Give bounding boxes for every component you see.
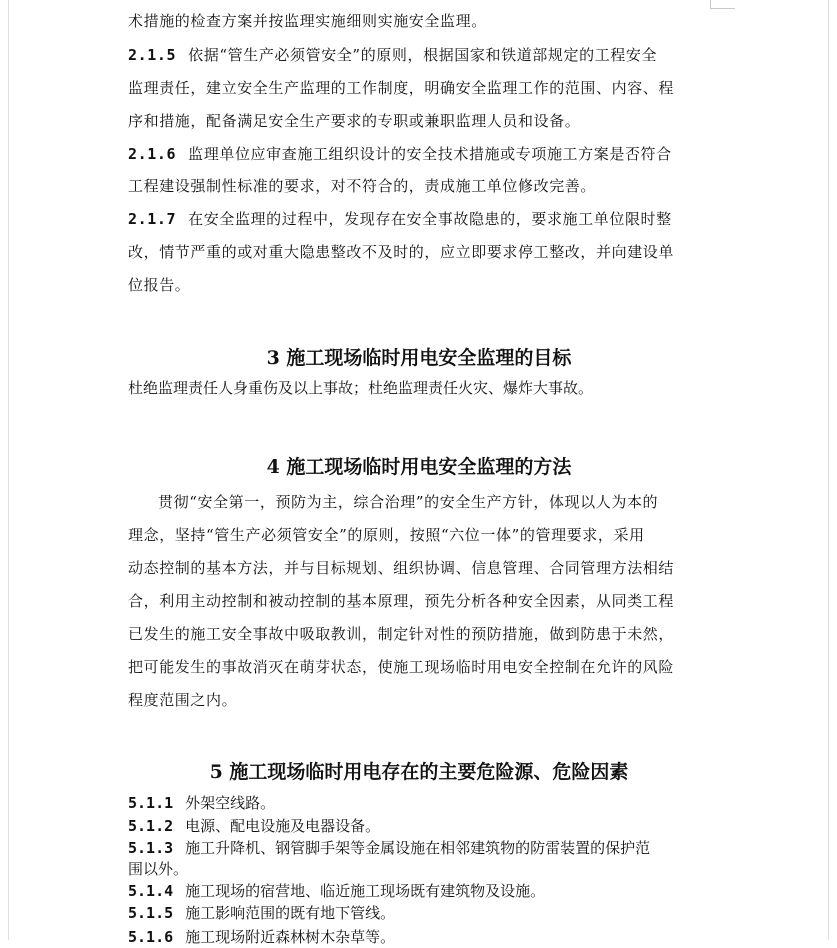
page-left-edge (8, 0, 9, 940)
item-number: 5.1.3 (128, 839, 174, 857)
paragraph-line: 程度范围之内。 (128, 691, 238, 709)
item-text: 施工现场的宿营地、临近施工现场既有建筑物及设施。 (185, 882, 546, 900)
list-item (128, 815, 380, 837)
paragraph-line: 序和措施，配备满足安全生产要求的专职或兼职监理人员和设备。 (128, 112, 581, 130)
clause-2-1-6 (128, 143, 672, 165)
clause-2-1-7 (128, 208, 672, 230)
item-number: 5.1.6 (128, 928, 174, 946)
item-number: 5.1.1 (128, 794, 174, 812)
item-number: 5.1.2 (128, 817, 174, 835)
list-item-continuation: 围以外。 (128, 860, 189, 878)
paragraph-line: 合，利用主动控制和被动控制的基本原理，预先分析各种安全因素，从同类工程 (128, 592, 675, 610)
item-number: 5.1.4 (128, 882, 174, 900)
item-text: 施工现场附近森林树木杂草等。 (185, 928, 396, 946)
paragraph-line: 术措施的检查方案并按监理实施细则实施安全监理。 (128, 12, 487, 30)
paragraph-line: 已发生的施工安全事故中吸取教训，制定针对性的预防措施，做到防患于未然， (128, 625, 675, 643)
page-corner-mark (710, 0, 735, 9)
list-item (128, 926, 395, 948)
clause-number: 2.1.6 (128, 145, 177, 163)
list-item (128, 792, 275, 814)
clause-number: 2.1.5 (128, 46, 177, 64)
clause-number: 2.1.7 (128, 210, 177, 228)
clause-text: 在安全监理的过程中，发现存在安全事故隐患的，要求施工单位限时整 (188, 210, 672, 228)
paragraph-line: 工程建设强制性标准的要求，对不符合的，责成施工单位修改完善。 (128, 177, 597, 195)
item-text: 电源、配电设施及电器设备。 (185, 817, 381, 835)
paragraph-line: 位报告。 (128, 276, 191, 294)
item-number: 5.1.5 (128, 904, 174, 922)
clause-text: 依据“管生产必须管安全”的原则，根据国家和铁道部规定的工程安全 (188, 46, 658, 64)
paragraph-line: 贯彻“安全第一，预防为主，综合治理”的安全生产方针，体现以人为本的 (158, 493, 659, 511)
paragraph-line: 监理责任，建立安全生产监理的工作制度，明确安全监理工作的范围、内容、程 (128, 79, 675, 97)
list-item (128, 902, 395, 924)
page-right-edge (828, 0, 829, 940)
paragraph-line: 动态控制的基本方法，并与目标规划、组织协调、信息管理、合同管理方法相结 (128, 559, 675, 577)
clause-text: 监理单位应审查施工组织设计的安全技术措施或专项施工方案是否符合 (188, 145, 672, 163)
paragraph-line: 理念，坚持“管生产必须管安全”的原则，按照“六位一体”的管理要求，采用 (128, 526, 645, 544)
list-item (128, 880, 545, 902)
paragraph-line: 改，情节严重的或对重大隐患整改不及时的，应立即要求停工整改，并向建设单 (128, 243, 675, 261)
section-heading-4: 4 施工现场临时用电安全监理的方法 (266, 456, 572, 478)
clause-2-1-5 (128, 44, 657, 66)
item-text: 施工影响范围的既有地下管线。 (185, 904, 396, 922)
paragraph-line: 把可能发生的事故消灭在萌芽状态，使施工现场临时用电安全控制在允许的风险 (128, 658, 675, 676)
list-item (128, 837, 650, 859)
paragraph-line: 杜绝监理责任人身重伤及以上事故；杜绝监理责任火灾、爆炸大事故。 (128, 379, 594, 397)
item-text: 外架空线路。 (185, 794, 276, 812)
item-text: 施工升降机、钢管脚手架等金属设施在相邻建筑物的防雷装置的保护范 (185, 839, 651, 857)
section-heading-3: 3 施工现场临时用电安全监理的目标 (266, 347, 572, 369)
section-heading-5: 5 施工现场临时用电存在的主要危险源、危险因素 (209, 761, 629, 783)
